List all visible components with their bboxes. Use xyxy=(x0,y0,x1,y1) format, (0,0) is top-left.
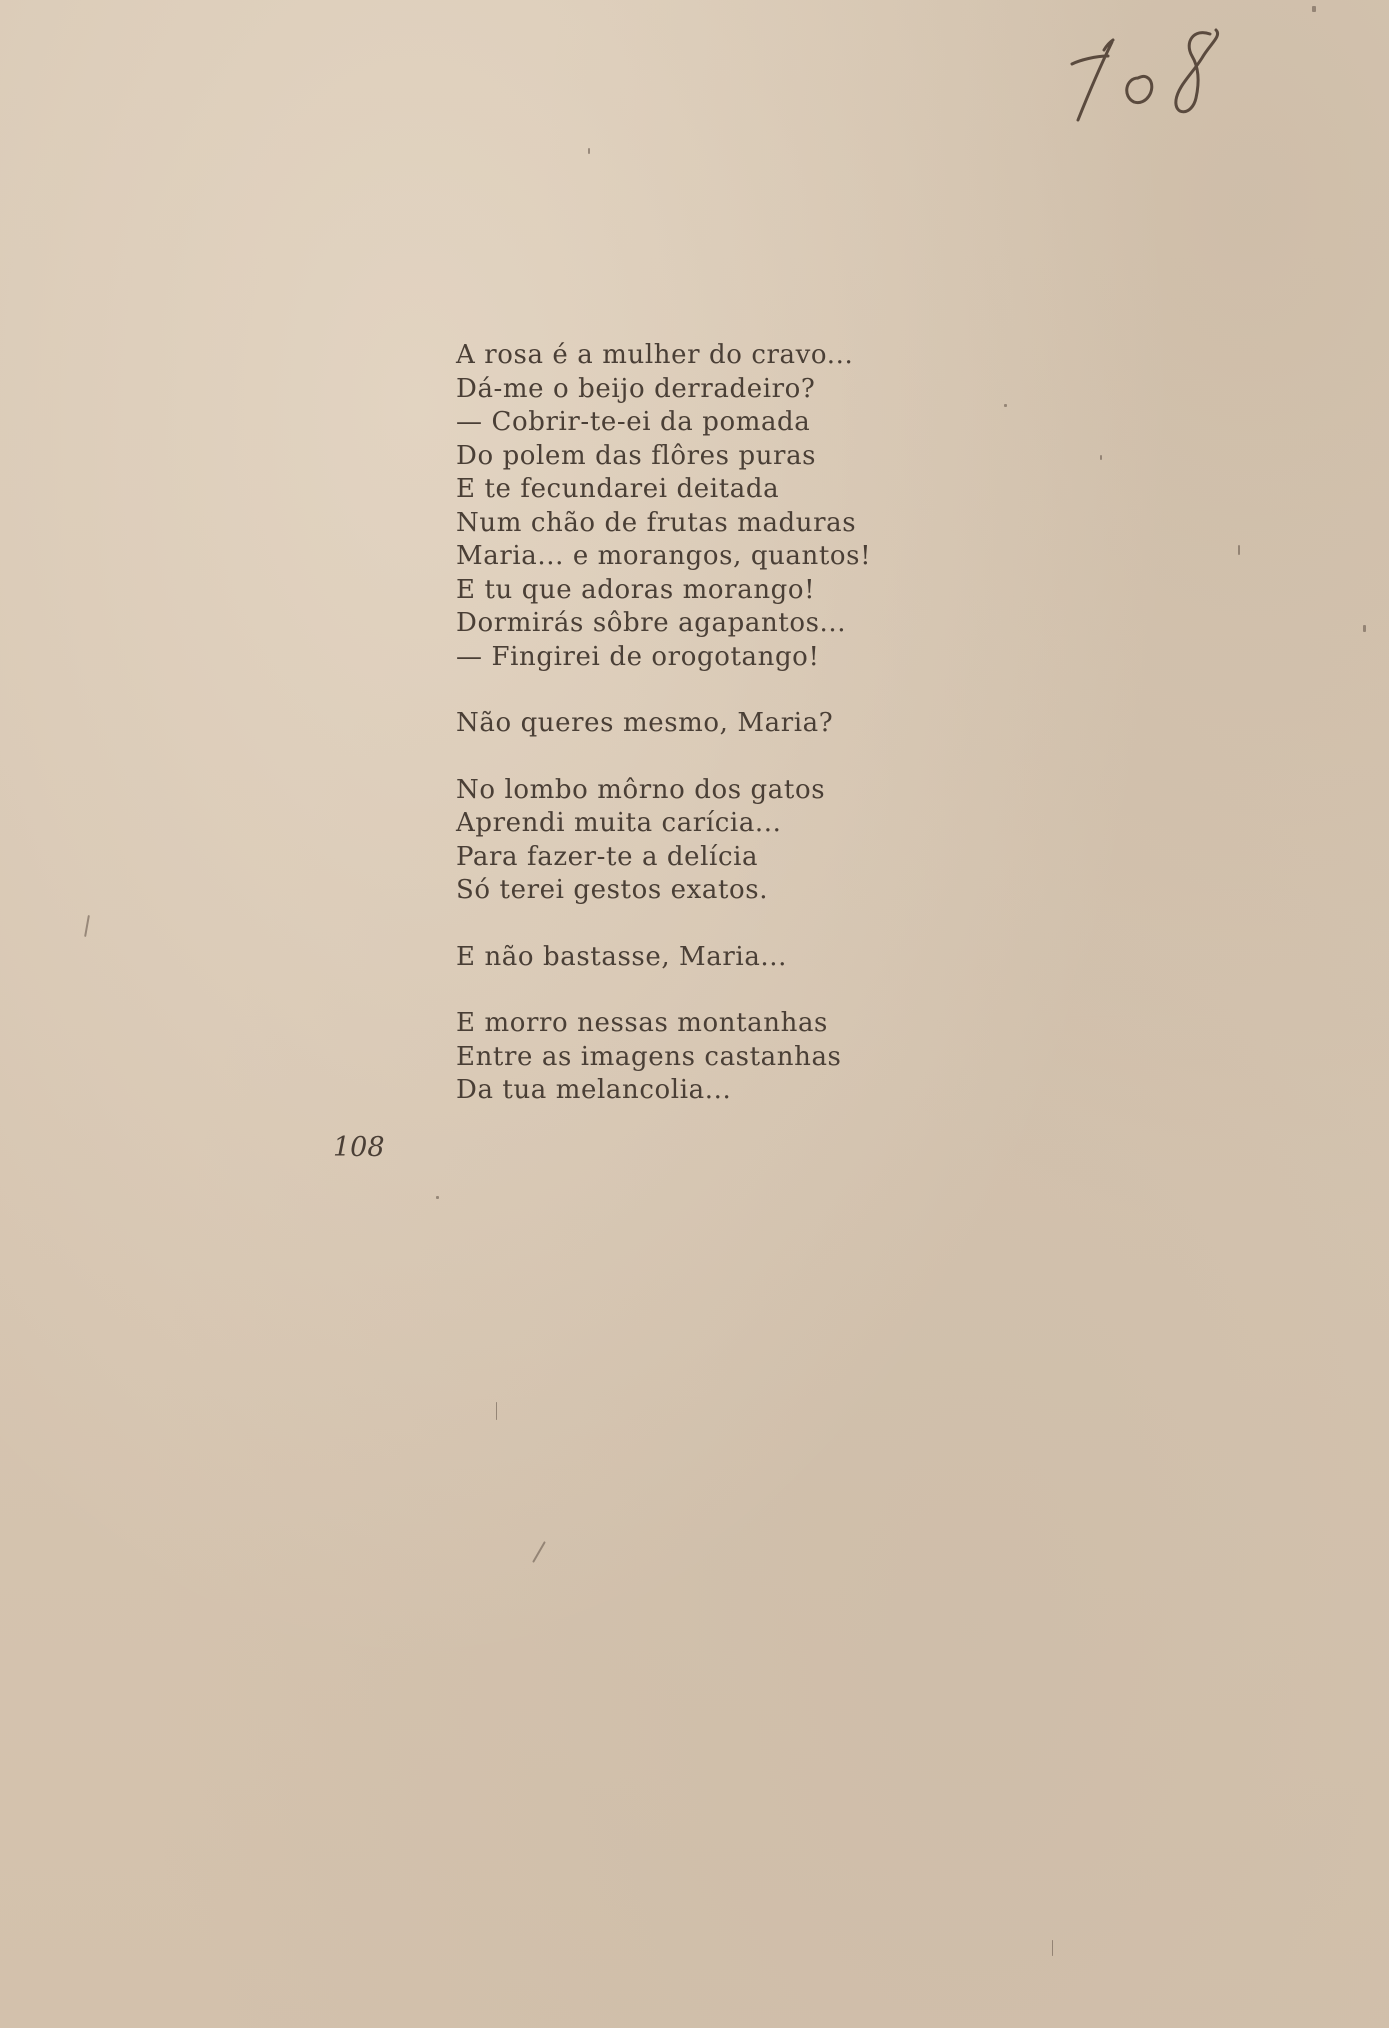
poem-line: A rosa é a mulher do cravo... xyxy=(456,340,854,370)
poem-line: Para fazer-te a delícia xyxy=(456,841,759,872)
stanza-5 xyxy=(456,1007,871,1108)
poem-line: Aprendi muita carícia... xyxy=(456,808,782,838)
paper-speck xyxy=(1004,404,1007,407)
poem-line: E te fecundarei deitada xyxy=(456,474,780,504)
paper-speck xyxy=(1052,1940,1053,1956)
poem xyxy=(456,339,871,1108)
poem-line: — Fingirei de orogotango! xyxy=(456,641,820,672)
poem-line: Dá-me o beijo derradeiro? xyxy=(456,373,816,404)
paper-speck xyxy=(1363,625,1366,632)
poem-line: No lombo môrno dos gatos xyxy=(456,774,826,805)
paper-speck xyxy=(1238,545,1240,555)
poem-line: Entre as imagens castanhas xyxy=(456,1041,842,1072)
poem-line: Do polem das flôres puras xyxy=(456,440,817,471)
stanza-1 xyxy=(456,339,871,674)
poem-line: Maria... e morangos, quantos! xyxy=(456,541,872,571)
poem-line: E tu que adoras morango! xyxy=(456,574,816,605)
poem-line: E morro nessas montanhas xyxy=(456,1008,828,1038)
poem-line: Não queres mesmo, Maria? xyxy=(456,708,834,738)
paper-speck xyxy=(1100,455,1102,460)
poem-line: — Cobrir-te-ei da pomada xyxy=(456,407,811,437)
stanza-3 xyxy=(456,774,871,908)
paper-speck xyxy=(532,1541,546,1563)
poem-line: E não bastasse, Maria... xyxy=(456,941,788,972)
stanza-4 xyxy=(456,941,871,975)
paper-speck xyxy=(1312,6,1316,12)
printed-page-number: 108 xyxy=(333,1132,385,1163)
paper-speck xyxy=(436,1196,439,1199)
paper-speck xyxy=(496,1402,497,1420)
paper-speck xyxy=(84,915,90,937)
handwritten-page-number xyxy=(1060,20,1250,130)
poem-line: Num chão de frutas maduras xyxy=(456,507,857,538)
poem-line: Da tua melancolia... xyxy=(456,1075,732,1105)
stanza-2 xyxy=(456,707,871,741)
poem-line: Só terei gestos exatos. xyxy=(456,875,769,905)
paper-speck xyxy=(588,148,590,154)
poem-line: Dormirás sôbre agapantos... xyxy=(456,608,847,638)
